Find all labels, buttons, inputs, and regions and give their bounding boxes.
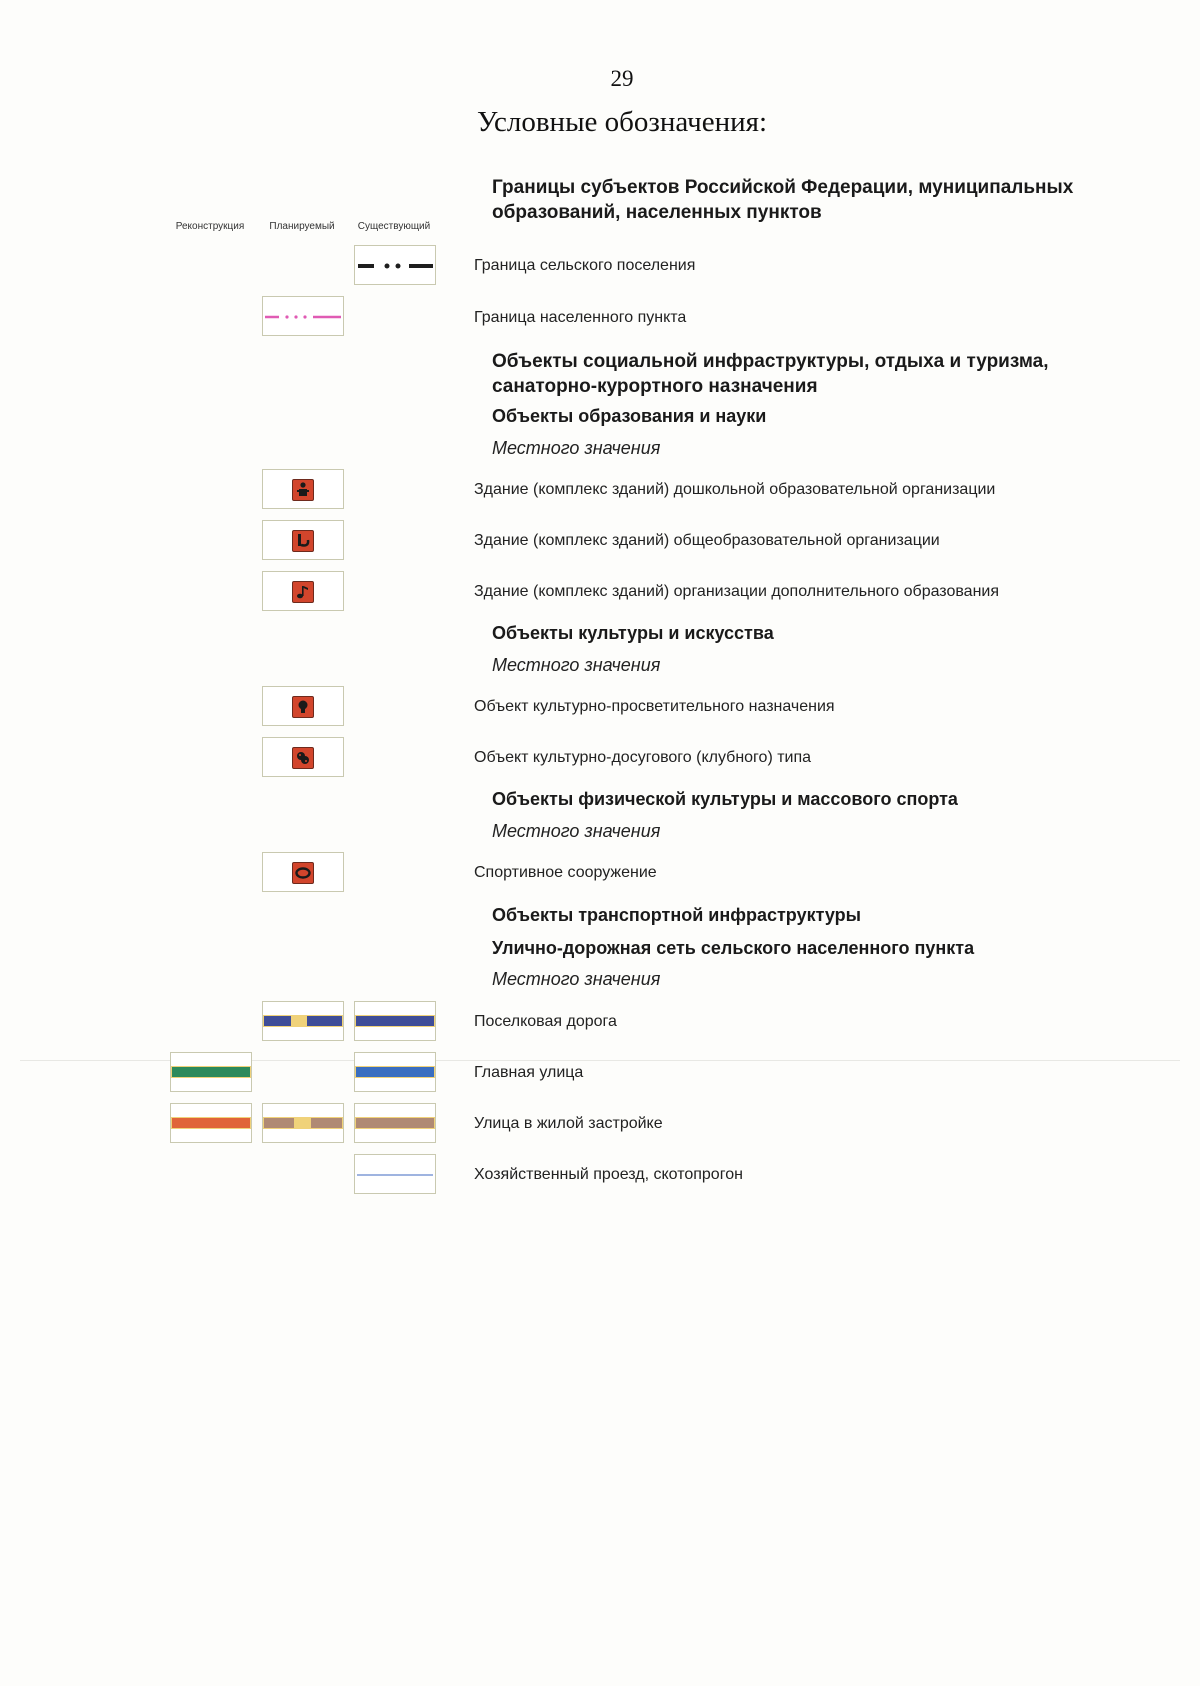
symbol-sport-facility (262, 852, 344, 892)
section-heading-borders: Границы субъектов Российской Федерации, муниципальных образований, населенных пунктов (492, 177, 1074, 223)
item-sport-facility: Спортивное сооружение (474, 864, 657, 881)
subsection-heading-street-network: Улично-дорожная сеть сельского населенного пункта (492, 938, 975, 958)
significance-heading-culture: Местного значения (492, 655, 661, 675)
significance-heading-street: Местного значения (492, 969, 661, 989)
item-additional-edu: Здание (комплекс зданий) организации дополнительного образования (474, 583, 1000, 600)
symbol-club (262, 737, 344, 777)
item-cultural-education: Объект культурно-просветительного назначения (474, 698, 835, 715)
item-school: Здание (комплекс зданий) общеобразовательной организации (474, 532, 940, 549)
subsection-heading-education: Объекты образования и науки (492, 406, 767, 426)
legend-title: Условные обозначения: (476, 106, 768, 138)
symbol-village-road-planned (262, 1001, 344, 1041)
item-settlement-border: Граница населенного пункта (474, 309, 687, 326)
school-icon (292, 530, 314, 552)
symbol-residential-street-planned (262, 1103, 344, 1143)
item-service-passage: Хозяйственный проезд, скотопрогон (474, 1166, 743, 1183)
column-header-reconstruction: Реконструкция (175, 221, 245, 232)
item-village-road: Поселковая дорога (474, 1013, 617, 1030)
symbol-settlement-border (262, 296, 344, 336)
symbol-residential-street-existing (354, 1103, 436, 1143)
item-club: Объект культурно-досугового (клубного) типа (474, 749, 812, 766)
music-note-icon (292, 581, 314, 603)
symbol-rural-border (354, 245, 436, 285)
stadium-icon (292, 862, 314, 884)
theater-masks-icon (292, 747, 314, 769)
item-residential-street: Улица в жилой застройке (474, 1115, 663, 1132)
symbol-additional-edu (262, 571, 344, 611)
subsection-heading-culture: Объекты культуры и искусства (492, 623, 774, 643)
symbol-school (262, 520, 344, 560)
column-header-existing: Существующий (357, 221, 431, 232)
lightbulb-icon (292, 696, 314, 718)
symbol-main-street-existing (354, 1052, 436, 1092)
item-main-street: Главная улица (474, 1064, 584, 1081)
symbol-cultural-education (262, 686, 344, 726)
significance-heading-education: Местного значения (492, 438, 661, 458)
subsection-heading-transport: Объекты транспортной инфраструктуры (492, 905, 861, 925)
symbol-service-passage-existing (354, 1154, 436, 1194)
significance-heading-sport: Местного значения (492, 821, 661, 841)
item-rural-border: Граница сельского поселения (474, 257, 696, 274)
item-preschool: Здание (комплекс зданий) дошкольной образовательной организации (474, 481, 996, 498)
symbol-preschool (262, 469, 344, 509)
child-icon (292, 479, 314, 501)
section-heading-social: Объекты социальной инфраструктуры, отдыха и туризма, санаторно-курортного назначения (492, 351, 1049, 397)
subsection-heading-sport: Объекты физической культуры и массового спорта (492, 789, 958, 809)
symbol-residential-street-reconstruction (170, 1103, 252, 1143)
symbol-village-road-existing (354, 1001, 436, 1041)
column-header-planned: Планируемый (269, 221, 335, 232)
symbol-main-street-reconstruction (170, 1052, 252, 1092)
page-number: 29 (610, 66, 634, 91)
